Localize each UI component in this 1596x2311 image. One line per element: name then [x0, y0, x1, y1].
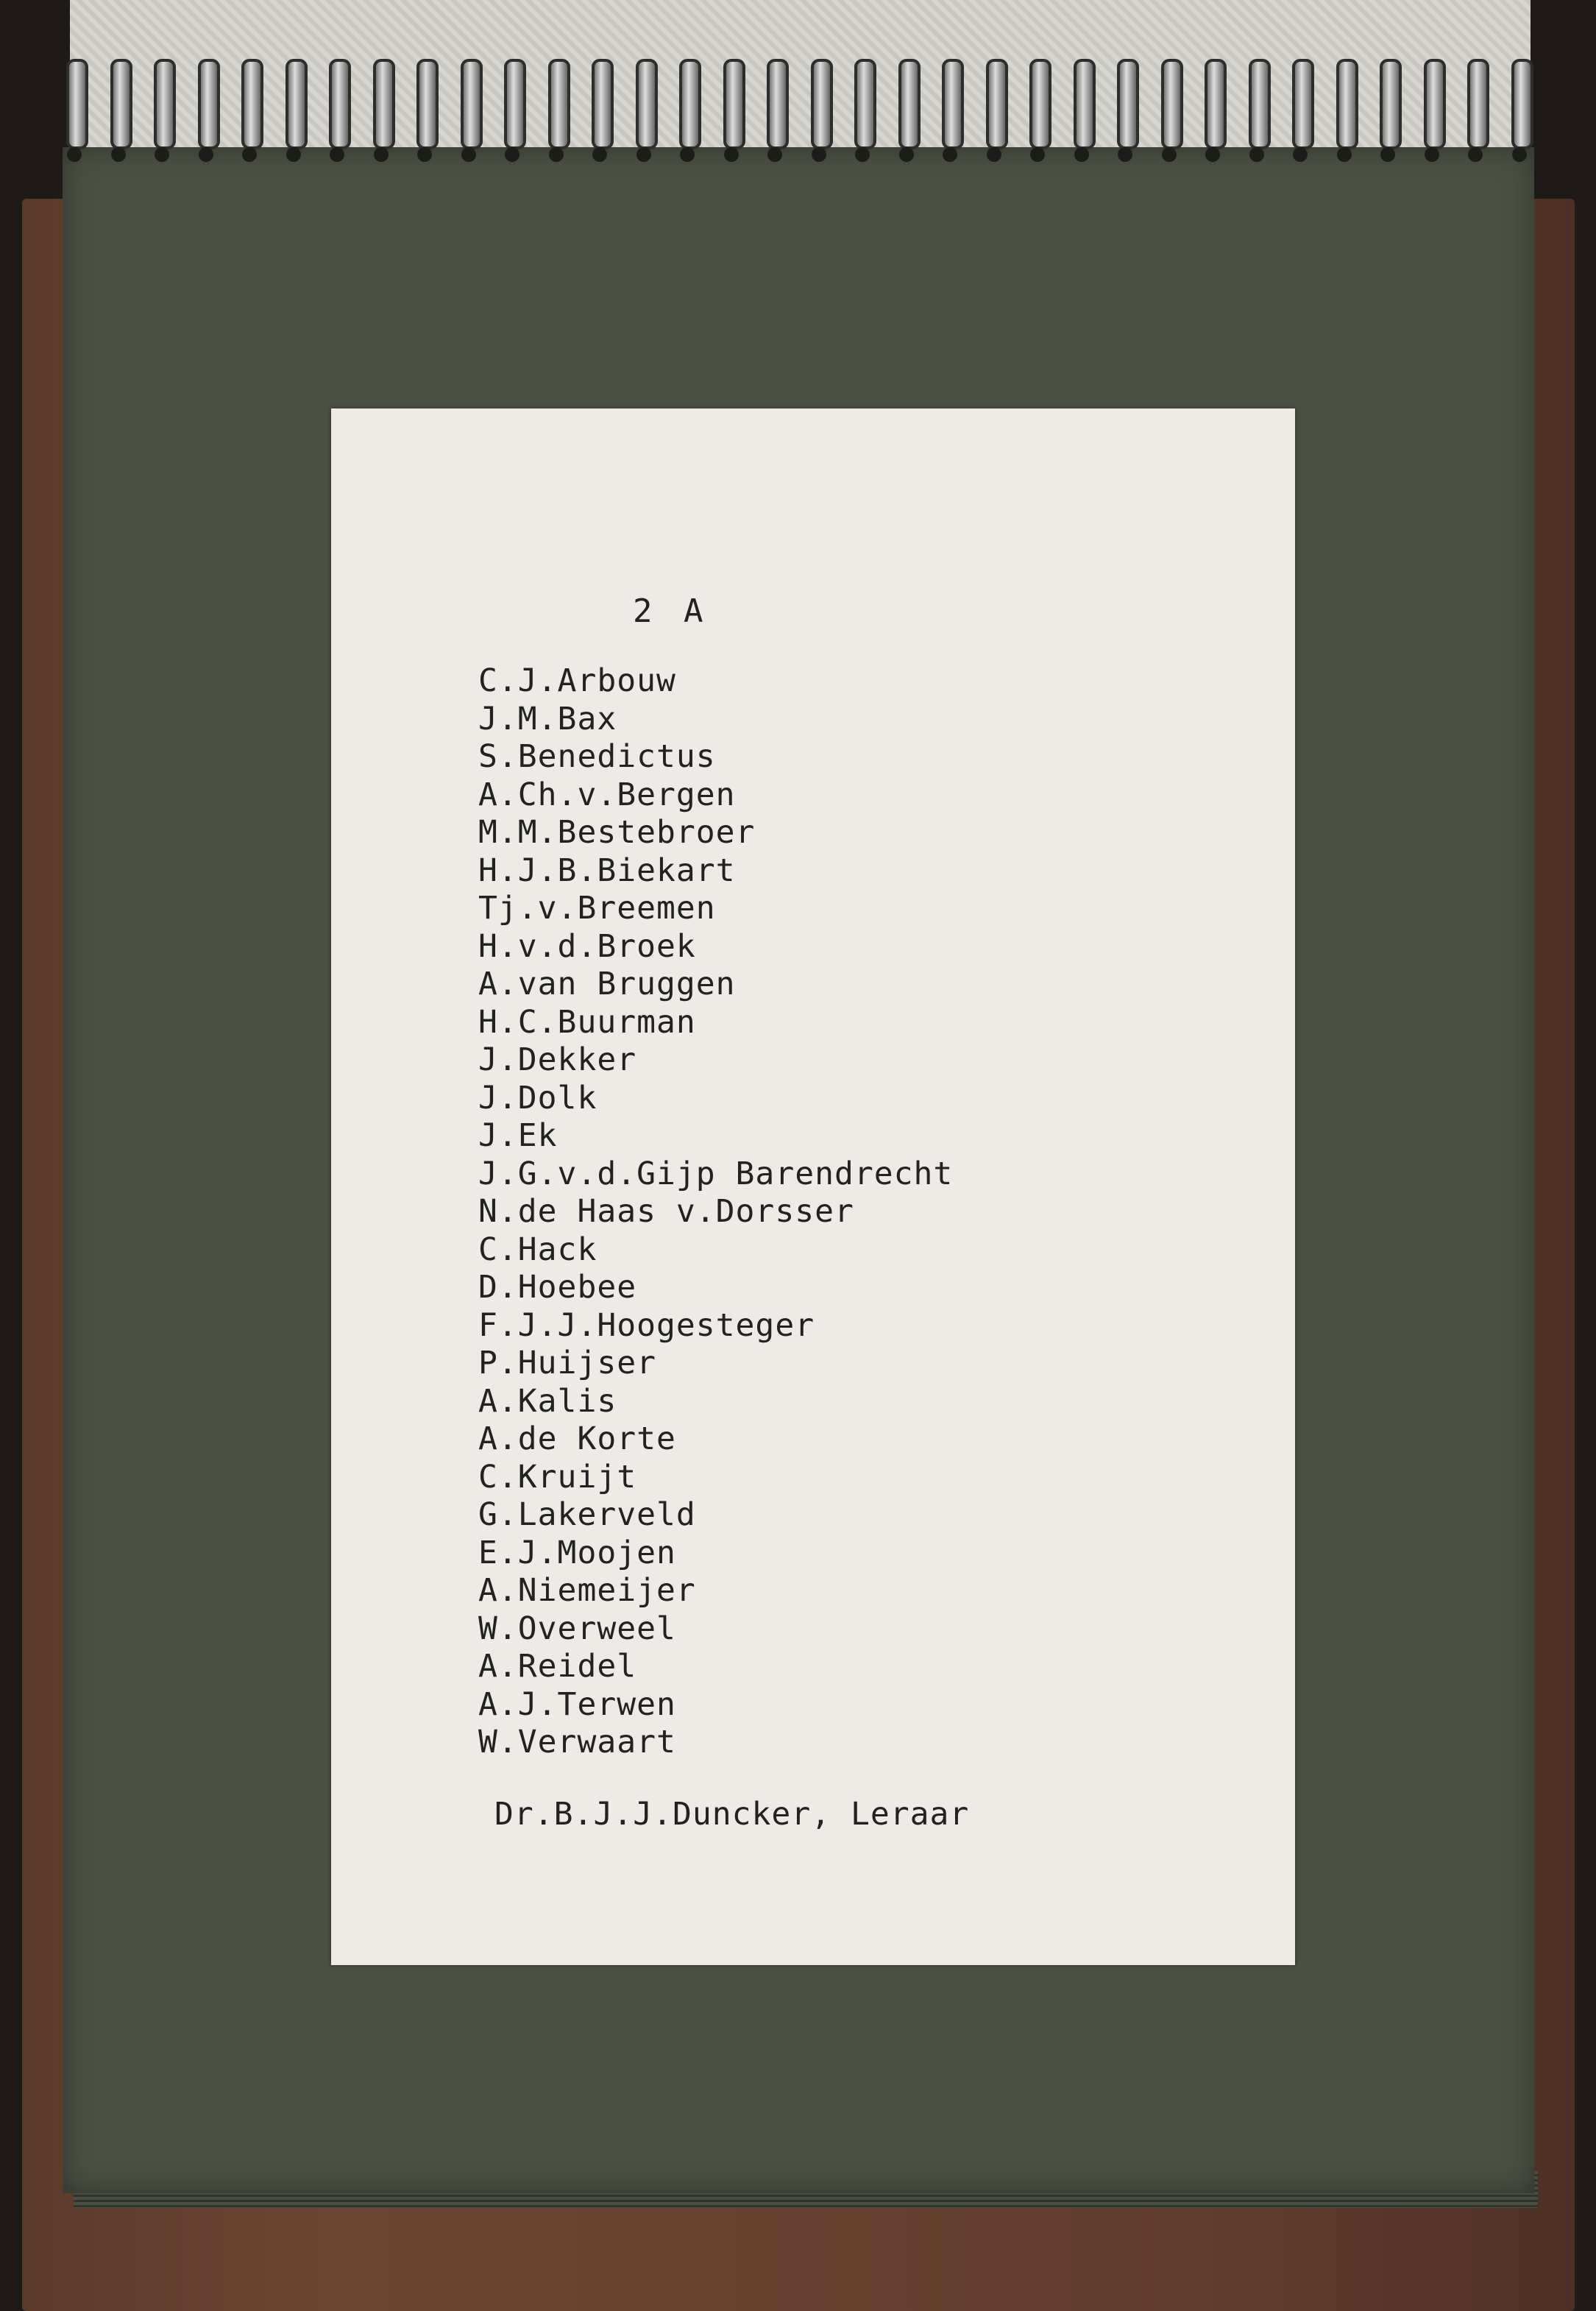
student-name: H.J.B.Biekart: [478, 852, 736, 889]
punch-hole: [505, 147, 519, 162]
binding-ring: [285, 59, 308, 149]
binding-ring: [898, 59, 921, 149]
student-name: C.Kruijt: [478, 1458, 637, 1496]
punch-hole: [155, 147, 169, 162]
punch-hole: [461, 147, 476, 162]
punch-hole: [1293, 147, 1308, 162]
punch-hole: [1205, 147, 1220, 162]
spiral-binding: [59, 59, 1538, 162]
binding-ring: [198, 59, 220, 149]
punch-hole: [767, 147, 782, 162]
student-list: [478, 662, 953, 1762]
binding-ring: [329, 59, 351, 149]
binding-ring: [767, 59, 789, 149]
punch-hole: [1425, 147, 1439, 162]
student-name: C.J.Arbouw: [478, 662, 676, 699]
binding-ring: [1249, 59, 1271, 149]
punch-hole: [1380, 147, 1395, 162]
binding-ring: [110, 59, 132, 149]
binding-ring: [373, 59, 395, 149]
punch-hole: [1162, 147, 1177, 162]
binding-ring: [241, 59, 263, 149]
binding-ring: [1029, 59, 1051, 149]
punch-hole: [286, 147, 301, 162]
punch-hole: [987, 147, 1001, 162]
punch-hole: [67, 147, 82, 162]
punch-hole: [242, 147, 257, 162]
binding-ring: [986, 59, 1008, 149]
student-name: A.Reidel: [478, 1648, 637, 1685]
student-name: P.Huijser: [478, 1345, 656, 1381]
student-name: W.Overweel: [478, 1610, 676, 1647]
binding-ring: [1205, 59, 1227, 149]
binding-ring: [1074, 59, 1096, 149]
binding-ring: [1424, 59, 1446, 149]
punch-hole: [724, 147, 739, 162]
binding-ring: [679, 59, 701, 149]
binding-ring: [636, 59, 658, 149]
student-name: Tj.v.Breemen: [478, 890, 716, 927]
punch-hole: [1337, 147, 1352, 162]
punch-hole: [1468, 147, 1483, 162]
binding-ring: [854, 59, 876, 149]
binding-ring: [1336, 59, 1358, 149]
binding-ring: [461, 59, 483, 149]
binding-ring: [548, 59, 570, 149]
student-name: A.de Korte: [478, 1420, 676, 1457]
student-name: D.Hoebee: [478, 1269, 637, 1306]
binding-ring: [416, 59, 439, 149]
punch-hole: [1074, 147, 1089, 162]
binding-ring: [811, 59, 833, 149]
binding-ring: [1161, 59, 1183, 149]
punch-hole: [812, 147, 826, 162]
student-name: J.G.v.d.Gijp Barendrecht: [478, 1155, 954, 1192]
binding-ring: [1380, 59, 1402, 149]
punch-hole: [855, 147, 870, 162]
binding-ring: [1117, 59, 1139, 149]
binding-ring: [1511, 59, 1533, 149]
binding-ring: [1292, 59, 1314, 149]
student-name: A.Ch.v.Bergen: [478, 776, 736, 813]
student-name: W.Verwaart: [478, 1724, 676, 1760]
student-name: J.Ek: [478, 1117, 558, 1154]
student-name: A.van Bruggen: [478, 966, 736, 1002]
binding-ring: [942, 59, 964, 149]
punch-hole: [636, 147, 651, 162]
teacher-line: Dr.B.J.J.Duncker, Leraar: [494, 1796, 970, 1833]
punch-hole: [1118, 147, 1132, 162]
student-name: H.C.Buurman: [478, 1003, 696, 1041]
binding-ring: [592, 59, 614, 149]
class-heading: 2 A: [633, 592, 709, 630]
punch-hole: [549, 147, 564, 162]
punch-hole: [680, 147, 695, 162]
student-name: J.Dolk: [478, 1079, 597, 1116]
punch-hole: [1512, 147, 1527, 162]
student-name: J.Dekker: [478, 1041, 637, 1078]
student-name: A.J.Terwen: [478, 1685, 676, 1723]
student-name: J.M.Bax: [478, 700, 617, 737]
punch-hole: [199, 147, 213, 162]
student-name: A.Kalis: [478, 1382, 617, 1420]
student-name: G.Lakerveld: [478, 1496, 696, 1533]
student-name: F.J.J.Hoogesteger: [478, 1306, 815, 1344]
binding-ring: [154, 59, 176, 149]
student-name: E.J.Moojen: [478, 1534, 676, 1571]
student-name: C.Hack: [478, 1231, 597, 1268]
binding-ring: [66, 59, 88, 149]
student-name: A.Niemeijer: [478, 1572, 696, 1609]
punch-hole: [899, 147, 914, 162]
student-name: M.M.Bestebroer: [478, 814, 756, 851]
binding-ring: [723, 59, 745, 149]
punch-hole: [943, 147, 957, 162]
punch-hole: [374, 147, 389, 162]
punch-hole: [1249, 147, 1264, 162]
binding-ring: [1467, 59, 1489, 149]
punch-hole: [417, 147, 432, 162]
punch-hole: [592, 147, 607, 162]
punch-hole: [111, 147, 126, 162]
student-name: N.de Haas v.Dorsser: [478, 1193, 854, 1230]
punch-hole: [330, 147, 344, 162]
class-list-card: [331, 408, 1295, 1965]
student-name: H.v.d.Broek: [478, 927, 696, 965]
student-name: S.Benedictus: [478, 738, 716, 775]
punch-hole: [1030, 147, 1045, 162]
binding-ring: [504, 59, 526, 149]
